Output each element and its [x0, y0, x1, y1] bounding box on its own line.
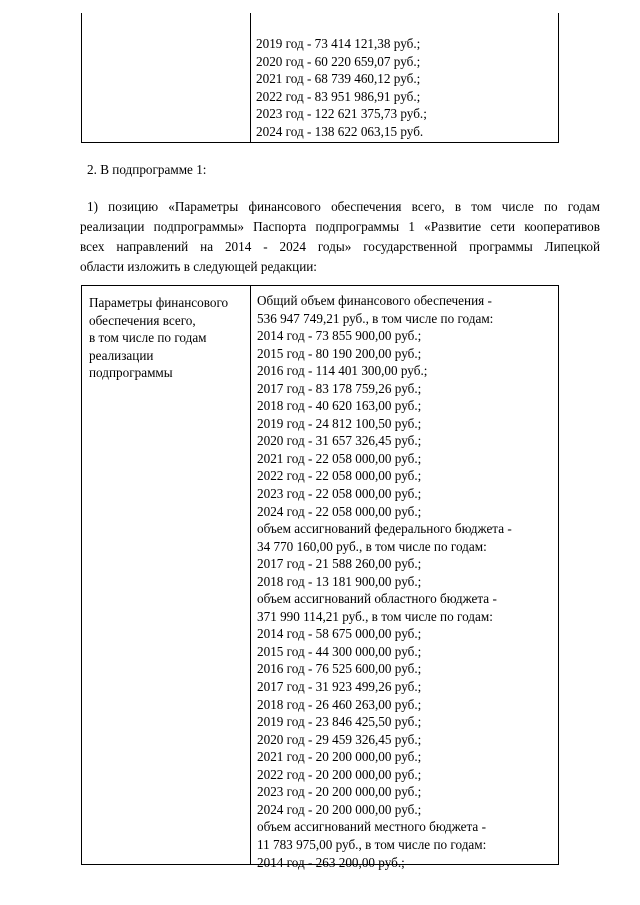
funding-parameters-table — [81, 285, 559, 870]
table2-value-line: 536 947 749,21 руб., в том числе по годам: — [257, 310, 494, 326]
table2-value-line: 2024 год - 20 200 000,00 руб.; — [257, 801, 422, 817]
table2-value-line: 2018 год - 40 620 163,00 руб.; — [257, 398, 422, 414]
table2-value-line: 2023 год - 22 058 000,00 руб.; — [257, 486, 422, 502]
table2-value-line: 371 990 114,21 руб., в том числе по годам: — [257, 608, 493, 624]
table1-line: 2019 год - 73 414 121,38 руб.; — [256, 36, 421, 51]
table2-value-line: Общий объем финансового обеспечения - — [257, 293, 492, 308]
table2-label-line: реализации — [89, 347, 154, 363]
table2-value-line: 2018 год - 26 460 263,00 руб.; — [257, 696, 422, 712]
table2-label-line: подпрограммы — [89, 365, 173, 381]
table1-line: 2021 год - 68 739 460,12 руб.; — [256, 71, 421, 87]
table2-right-cell — [257, 292, 512, 871]
table2-value-line: 2019 год - 24 812 100,50 руб.; — [257, 415, 422, 431]
table2-left-cell — [89, 294, 228, 382]
table2-value-line: объем ассигнований местного бюджета - — [257, 819, 486, 835]
column-divider — [250, 286, 251, 864]
table2-value-line: 2014 год - 58 675 000,00 руб.; — [257, 626, 422, 642]
table1-right-cell — [256, 35, 427, 140]
table2-value-line: 2021 год - 20 200 000,00 руб.; — [257, 749, 422, 765]
table2-label-line: Параметры финансового — [89, 295, 229, 310]
table1-line: 2022 год - 83 951 986,91 руб.; — [256, 88, 421, 104]
table2-value-line: 2020 год - 29 459 326,45 руб.; — [257, 731, 422, 747]
table2-value-line: 2016 год - 114 401 300,00 руб.; — [257, 363, 428, 379]
table2-value-line: 2020 год - 31 657 326,45 руб.; — [257, 433, 422, 449]
paragraph-line: всех направлений на 2014 - 2024 годы» государственной программы Липецкой — [80, 239, 600, 254]
table2-value-line: 2015 год - 80 190 200,00 руб.; — [257, 345, 422, 361]
paragraph-line: реализации подпрограммы» Паспорта подпрограммы 1 «Развитие сети кооперативов — [80, 219, 600, 234]
paragraph-line: 1) позицию «Параметры финансового обеспечения всего, в том числе по годам — [87, 199, 600, 214]
table2-value-line: 2017 год - 31 923 499,26 руб.; — [257, 679, 422, 695]
table1-line: 2020 год - 60 220 659,07 руб.; — [256, 53, 421, 69]
table2-value-line: 2021 год - 22 058 000,00 руб.; — [257, 450, 422, 466]
table2-value-line: 2024 год - 22 058 000,00 руб.; — [257, 503, 422, 519]
table2-value-line: 2022 год - 20 200 000,00 руб.; — [257, 766, 422, 782]
table1-line: 2023 год - 122 621 375,73 руб.; — [256, 106, 427, 122]
position-paragraph — [80, 197, 600, 277]
table2-value-line: объем ассигнований федерального бюджета - — [257, 521, 512, 537]
table2-value-line: 2017 год - 83 178 759,26 руб.; — [257, 380, 422, 396]
table2-value-line: 34 770 160,00 руб., в том числе по годам: — [257, 538, 487, 554]
table2-value-line: 11 783 975,00 руб., в том числе по годам: — [257, 836, 487, 852]
table2-value-line: 2019 год - 23 846 425,50 руб.; — [257, 714, 422, 730]
subprogram-heading: 2. В подпрограмме 1: — [87, 162, 207, 177]
table2-value-line: 2014 год - 73 855 900,00 руб.; — [257, 328, 422, 344]
table2-value-line: 2022 год - 22 058 000,00 руб.; — [257, 468, 422, 484]
table2-label-line: в том числе по годам — [89, 330, 207, 346]
table2-value-line: объем ассигнований областного бюджета - — [257, 591, 497, 607]
table2-value-line: 2018 год - 13 181 900,00 руб.; — [257, 573, 422, 589]
table2-value-line: 2017 год - 21 588 260,00 руб.; — [257, 556, 422, 572]
column-divider — [250, 13, 251, 142]
table2-label-line: обеспечения всего, — [89, 312, 196, 328]
table2-value-line: 2023 год - 20 200 000,00 руб.; — [257, 784, 422, 800]
table2-value-line: 2015 год - 44 300 000,00 руб.; — [257, 643, 422, 659]
paragraph-line: области изложить в следующей редакции: — [80, 259, 317, 274]
table2-value-line: 2016 год - 76 525 600,00 руб.; — [257, 661, 422, 677]
table1-line: 2024 год - 138 622 063,15 руб. — [256, 123, 424, 139]
table2-value-line: 2014 год - 263 200,00 руб.; — [257, 854, 405, 870]
